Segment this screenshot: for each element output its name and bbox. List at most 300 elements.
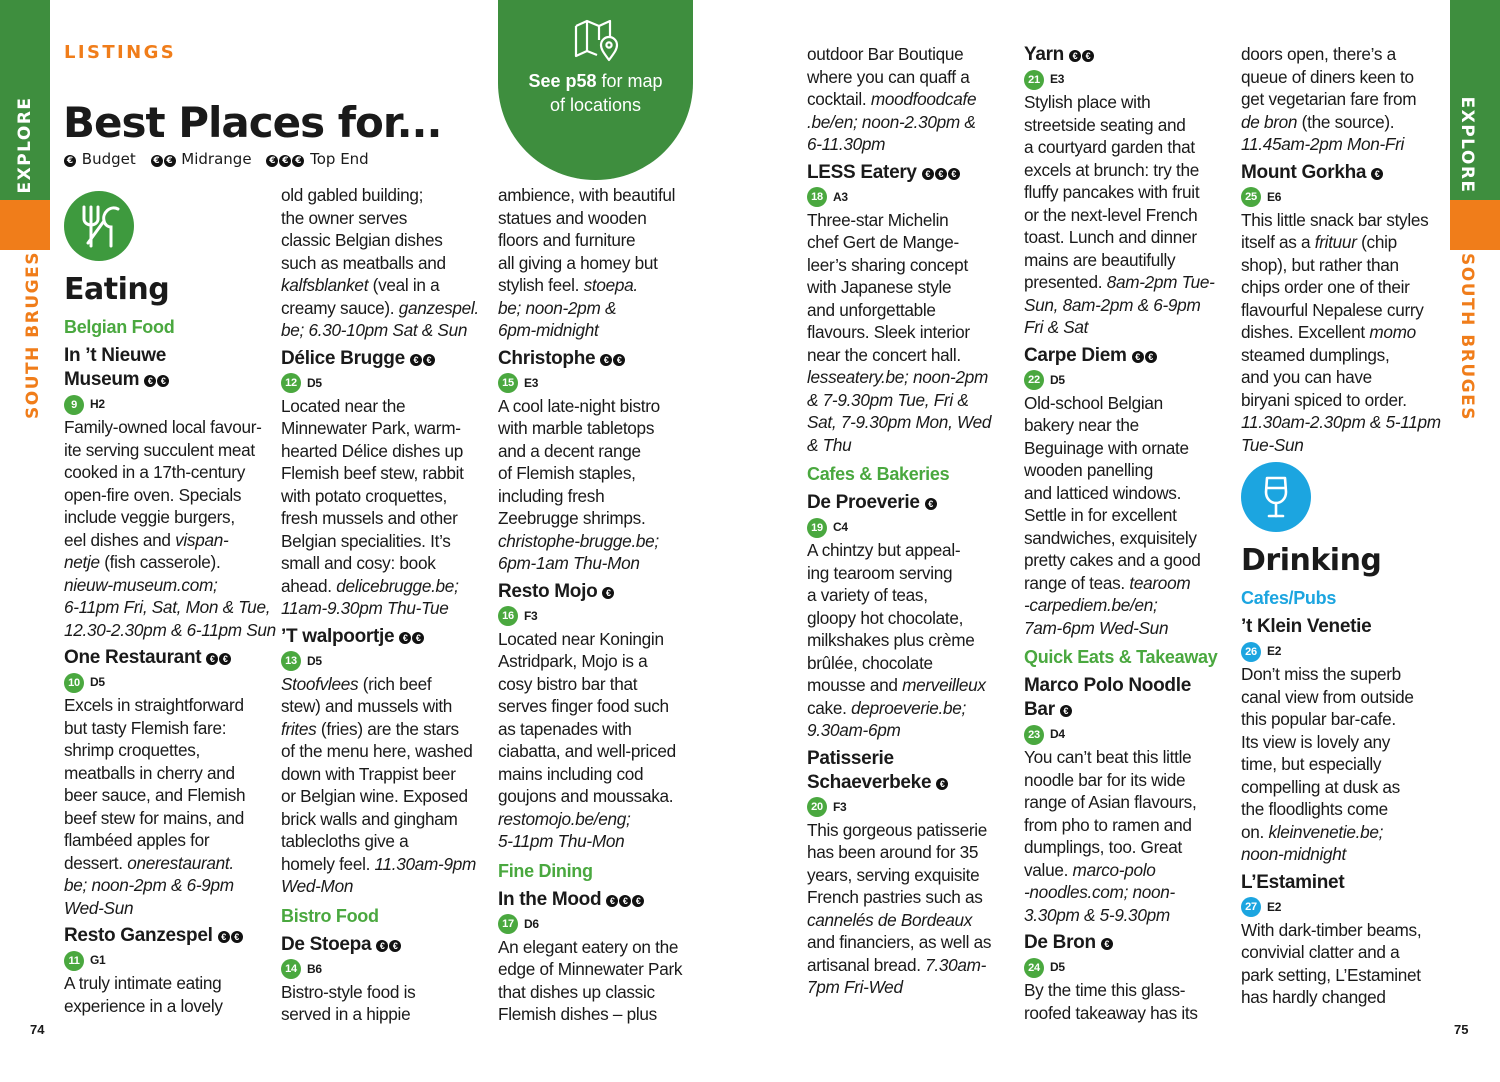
venue-description — [1024, 392, 1238, 640]
description-line: where you can quaff a — [807, 66, 970, 87]
venue-description — [281, 981, 495, 1026]
venue-name: Délice Brugge € € — [281, 347, 495, 371]
description-line: range of Asian flavours, — [1024, 792, 1197, 812]
description-line: 6pm-midnight — [498, 320, 599, 340]
description-line: ahead. delicebrugge.be; — [281, 575, 459, 596]
price-icon: € — [1082, 50, 1094, 62]
price-icon: € — [1371, 168, 1383, 180]
map-reference — [1241, 895, 1455, 919]
venue-name: Yarn € € — [1024, 43, 1238, 67]
description-line: park setting, L’Estaminet — [1241, 964, 1421, 985]
description-line: 11.45am-2pm Mon-Fri — [1241, 134, 1405, 154]
map-reference — [281, 649, 495, 673]
map-number-badge: 20 — [807, 797, 827, 817]
description-line: and you can have — [1241, 367, 1372, 387]
venue-name: Bar € — [1024, 698, 1238, 722]
map-reference — [64, 948, 278, 972]
description-line: Settle in for excellent — [1024, 505, 1177, 525]
description-line: presented. 8am-2pm Tue- — [1024, 272, 1215, 292]
description-line: with marble tabletops — [498, 418, 655, 438]
description-line: Don’t miss the superb — [1241, 664, 1401, 684]
description-line: 6-11pm Fri, Sat, Mon & Tue, — [64, 597, 271, 617]
price-icon: € — [219, 653, 231, 665]
listing-l7 — [498, 347, 712, 575]
description-line: Flemish dishes – plus — [498, 1004, 657, 1024]
price-icon: € — [389, 940, 401, 952]
map-pin-icon — [573, 18, 619, 62]
description-line: bakery near the — [1024, 415, 1139, 435]
description-line: pretty cakes and a good — [1024, 550, 1201, 570]
description-line: chips order one of their — [1241, 277, 1410, 297]
description-line: shrimp croquettes, — [64, 740, 200, 760]
description-line: .be/en; noon-2.30pm & — [807, 111, 976, 132]
price-icon: € — [376, 940, 388, 952]
venue-name: LESS Eatery € € € — [807, 161, 1021, 185]
description-line: be; noon-2pm & 6-9pm — [64, 875, 234, 895]
grid-ref: F3 — [524, 608, 538, 623]
venue-name: De Proeverie € — [807, 491, 1021, 515]
description-line: mains are beautifully — [1024, 249, 1176, 270]
description-line: Wed-Sun — [64, 897, 134, 918]
description-line: Beguinage with ornate — [1024, 437, 1189, 458]
description-line: stew) and mussels with — [281, 696, 453, 716]
venue-description — [807, 43, 1021, 156]
price-icon: € — [1132, 351, 1144, 363]
description-line: A truly intimate eating — [64, 973, 222, 993]
price-icon: € — [922, 168, 934, 180]
venue-description — [498, 395, 712, 575]
description-line: Sun, 8am-2pm & 6-9pm — [1024, 294, 1201, 315]
listing-l12 — [807, 747, 1021, 999]
description-line: a courtyard garden that — [1024, 137, 1195, 157]
listing-l6 — [281, 933, 495, 1026]
description-line: brick walls and gingham — [281, 808, 458, 829]
description-line: Stoofvlees (rich beef — [281, 673, 432, 694]
grid-ref: E3 — [524, 375, 539, 390]
price-icon: € — [925, 498, 937, 510]
description-line: Located near the — [281, 395, 406, 416]
description-line: down with Trappist beer — [281, 763, 456, 784]
venue-description — [281, 184, 495, 342]
description-line: has been around for 35 — [807, 842, 979, 862]
description-line: stylish feel. stoepa. — [498, 275, 638, 295]
column-6 — [1241, 43, 1455, 1009]
description-line: Zeebrugge shrimps. — [498, 508, 646, 528]
description-line: steamed dumplings, — [1241, 344, 1390, 365]
description-line: This gorgeous patisserie — [807, 819, 988, 840]
venue-name: In ’t Nieuwe — [64, 345, 166, 366]
description-line: fresh mussels and other — [281, 508, 458, 528]
map-number-badge: 9 — [64, 395, 84, 415]
column-4 — [807, 43, 1021, 999]
description-line: of Flemish staples, — [498, 463, 636, 483]
venue-description — [498, 184, 712, 342]
description-line: floors and furniture — [498, 230, 636, 250]
listing-l16 — [1024, 931, 1238, 1024]
map-number-badge: 24 — [1024, 958, 1044, 978]
description-line: sandwiches, exquisitely — [1024, 527, 1197, 548]
description-line: christophe-brugge.be; — [498, 530, 659, 551]
description-line: near the concert hall. — [807, 344, 961, 365]
grid-ref: D5 — [307, 375, 322, 390]
grid-ref: C4 — [833, 520, 848, 534]
description-line: eel dishes and vispan- — [64, 529, 229, 550]
explore-tab[interactable] — [0, 0, 50, 200]
column-2 — [281, 184, 495, 1026]
explore-label-right: EXPLORE — [1457, 96, 1477, 194]
grid-ref: E3 — [1050, 72, 1065, 86]
description-line: and financiers, as well as — [807, 932, 992, 952]
description-line: netje (fish casserole). — [64, 552, 221, 572]
map-reference — [1024, 955, 1238, 979]
description-line: de bron (the source). — [1241, 111, 1395, 132]
venue-name: L’Estaminet — [1241, 871, 1345, 893]
listing-l3 — [281, 184, 495, 342]
description-line: on. kleinvenetie.be; — [1241, 821, 1384, 842]
listing-l3 — [64, 924, 278, 1017]
description-line: chef Gert de Mange- — [807, 232, 959, 252]
description-line: tablecloths give a — [281, 831, 409, 851]
venue-description — [1024, 979, 1238, 1024]
venue-name: In the Mood € € € — [498, 888, 712, 912]
listing-l11 — [807, 491, 1021, 742]
description-line: serves finger food such — [498, 696, 669, 716]
wine-glass-icon — [1241, 462, 1311, 532]
description-line: leer’s sharing concept — [807, 254, 968, 275]
description-line: 12.30-2.30pm & 6-11pm Sun — [64, 619, 276, 640]
grid-ref: A3 — [833, 189, 848, 204]
description-line: that dishes up classic — [498, 981, 655, 1002]
description-line: This little snack bar styles — [1241, 209, 1429, 230]
price-icon: € — [157, 375, 169, 387]
description-line: Family-owned local favour- — [64, 417, 262, 437]
description-line: but tasty Flemish fare: — [64, 717, 227, 738]
description-line: served in a hippie — [281, 1004, 411, 1024]
description-line: streetside seating and — [1024, 114, 1186, 135]
drinking-heading: Drinking — [1241, 543, 1382, 578]
price-icon: € — [948, 168, 960, 180]
venue-name: Patisserie — [807, 747, 894, 769]
description-line: doors open, there’s a — [1241, 44, 1396, 64]
description-line: frites (fries) are the stars — [281, 718, 459, 739]
map-reference — [498, 371, 712, 395]
description-line: By the time this glass- — [1024, 980, 1186, 1000]
venue-name: Schaeverbeke € — [807, 771, 1021, 795]
price-icon: € — [206, 653, 218, 665]
listing-l9 — [807, 43, 1021, 156]
venue-description — [1241, 209, 1455, 457]
price-icon: € — [606, 895, 618, 907]
description-line: shop), but rather than — [1241, 254, 1399, 275]
description-line: nieuw-museum.com; — [64, 574, 218, 595]
description-line: years, serving exquisite — [807, 864, 980, 885]
grid-ref: H2 — [90, 397, 105, 411]
description-line: noodle bar for its wide — [1024, 769, 1186, 790]
description-line: all giving a homey but — [498, 252, 658, 273]
map-number-badge: 11 — [64, 951, 84, 971]
listing-l14 — [1024, 344, 1238, 640]
description-line: Excels in straightforward — [64, 695, 244, 715]
description-line: ite serving succulent meat — [64, 439, 255, 460]
venue-name: Christophe € € — [498, 347, 712, 371]
map-number-badge: 15 — [498, 373, 518, 393]
column-1 — [64, 185, 278, 1017]
map-number-badge: 22 — [1024, 370, 1044, 390]
description-line: You can’t beat this little — [1024, 747, 1192, 767]
price-icon: € — [936, 778, 948, 790]
map-reference — [64, 392, 278, 416]
description-line: and unforgettable — [807, 299, 936, 320]
description-line: flambéed apples for — [64, 830, 210, 850]
description-line: the floodlights come — [1241, 799, 1388, 819]
description-line: dessert. onerestaurant. — [64, 852, 234, 873]
listing-l6 — [498, 184, 712, 342]
description-line: or Belgian wine. Exposed — [281, 786, 468, 806]
grid-ref: D5 — [90, 675, 105, 689]
price-icon: € — [1145, 351, 1157, 363]
map-number-badge: 14 — [281, 959, 301, 979]
description-line: convivial clatter and a — [1241, 942, 1400, 962]
description-line: the owner serves — [281, 207, 408, 228]
description-line: cannelés de Bordeaux — [807, 909, 973, 930]
venue-name: De Stoepa € € — [281, 933, 495, 957]
description-line: outdoor Bar Boutique — [807, 44, 964, 64]
description-line: value. marco-polo — [1024, 859, 1156, 880]
map-callout[interactable] — [498, 0, 693, 180]
venue-description — [1241, 43, 1455, 156]
venue-name: Mount Gorkha € — [1241, 161, 1455, 185]
listing-l15 — [1024, 674, 1238, 926]
orange-marker-right — [1450, 200, 1500, 250]
venue-description — [64, 972, 278, 1017]
map-number-badge: 21 — [1024, 70, 1044, 90]
description-line: 3.30pm & 5-9.30pm — [1024, 904, 1170, 925]
grid-ref: F3 — [833, 799, 847, 814]
description-line: Located near Koningin — [498, 628, 664, 649]
price-icon: € — [1060, 705, 1072, 717]
description-line: Flemish beef stew, rabbit — [281, 463, 464, 483]
description-line: dishes. Excellent momo — [1241, 322, 1416, 342]
price-icon: € — [410, 354, 422, 366]
description-line: Its view is lovely any — [1241, 731, 1391, 752]
grid-ref: E2 — [1267, 644, 1282, 658]
grid-ref: D4 — [1050, 727, 1065, 741]
grid-ref: D5 — [307, 653, 322, 668]
explore-label: EXPLORE — [15, 96, 35, 194]
map-reference — [807, 185, 1021, 209]
description-line: 7pm Fri-Wed — [807, 977, 903, 997]
page-title: Best Places for... — [63, 98, 442, 147]
map-reference — [498, 604, 712, 628]
description-line: 6-11.30pm — [807, 134, 886, 154]
map-reference — [1024, 722, 1238, 746]
fork-knife-icon — [64, 191, 134, 261]
map-reference — [807, 515, 1021, 539]
venue-description — [1024, 746, 1238, 926]
listing-l8 — [498, 580, 712, 853]
venue-name: ’t Klein Venetie — [1241, 616, 1372, 637]
page-number-right: 75 — [1454, 1022, 1469, 1037]
map-reference — [1024, 368, 1238, 392]
map-number-badge: 26 — [1241, 642, 1261, 662]
map-number-badge: 12 — [281, 373, 301, 393]
description-line: open-fire oven. Specials — [64, 484, 242, 505]
venue-name: Carpe Diem € € — [1024, 344, 1238, 368]
venue-name: De Bron € — [1024, 931, 1238, 955]
description-line: Astridpark, Mojo is a — [498, 651, 648, 671]
venue-description — [807, 209, 1021, 457]
description-line: queue of diners keen to — [1241, 66, 1414, 87]
venue-description — [1024, 91, 1238, 339]
description-line: A cool late-night bistro — [498, 395, 660, 416]
listing-l19 — [1241, 871, 1455, 1009]
price-icon: € — [231, 931, 243, 943]
description-line: mousse and merveilleux — [807, 675, 986, 695]
description-line: and latticed windows. — [1024, 482, 1182, 503]
grid-ref: E2 — [1267, 899, 1282, 914]
price-icon: € — [600, 354, 612, 366]
price-icon: € — [412, 632, 424, 644]
map-number-badge: 25 — [1241, 187, 1261, 207]
description-line: classic Belgian dishes — [281, 230, 443, 250]
description-line: milkshakes plus crème — [807, 630, 975, 650]
map-callout-text: See p58 for map of locations — [528, 71, 663, 115]
orange-marker — [0, 200, 50, 250]
description-line: & 7-9.30pm Tue, Fri & — [807, 389, 969, 410]
description-line: of the menu here, washed — [281, 741, 473, 761]
price-legend — [64, 150, 379, 168]
grid-ref: D5 — [1050, 960, 1065, 974]
venue-name: Museum € € — [64, 368, 278, 392]
eating-heading: Eating — [64, 272, 170, 307]
venue-description — [498, 628, 712, 853]
description-line: roofed takeaway has its — [1024, 1002, 1198, 1023]
description-line: -carpediem.be/en; — [1024, 595, 1158, 615]
description-line: cooked in a 17th-century — [64, 462, 246, 482]
description-line: cosy bistro bar that — [498, 673, 638, 694]
description-line: beef stew for mains, and — [64, 807, 245, 828]
description-line: restomojo.be/eng; — [498, 808, 631, 829]
description-line: wooden panelling — [1024, 460, 1153, 480]
map-reference — [281, 957, 495, 981]
grid-ref: D5 — [1050, 372, 1065, 387]
venue-description — [64, 416, 278, 641]
description-line: be; 6.30-10pm Sat & Sun — [281, 320, 468, 340]
description-line: Belgian specialities. It’s — [281, 530, 451, 551]
listing-l13 — [1024, 43, 1238, 339]
venue-description — [1241, 663, 1455, 866]
description-line: French pastries such as — [807, 887, 983, 907]
subheading-quick-eats: Quick Eats & Takeaway — [1024, 647, 1218, 667]
venue-name: Resto Ganzespel € € — [64, 924, 278, 948]
description-line: has hardly changed — [1241, 987, 1386, 1007]
map-number-badge: 16 — [498, 606, 518, 626]
description-line: a variety of teas, — [807, 585, 928, 605]
listing-l18 — [1241, 615, 1455, 866]
description-line: canal view from outside — [1241, 686, 1414, 707]
description-line: Stylish place with — [1024, 92, 1151, 112]
venue-description — [281, 395, 495, 620]
map-number-badge: 23 — [1024, 725, 1044, 745]
venue-description — [498, 936, 712, 1026]
description-line: meatballs in cherry and — [64, 762, 235, 783]
page-number-left: 74 — [30, 1022, 45, 1037]
description-line: Fri & Sat — [1024, 317, 1089, 337]
listing-l9 — [498, 888, 712, 1026]
description-line: kalfsblanket (veal in a — [281, 275, 440, 295]
description-line: & Thu — [807, 434, 852, 455]
description-line: ciabatta, and well-priced — [498, 741, 676, 761]
venue-description — [1241, 919, 1455, 1009]
description-line: toast. Lunch and dinner — [1024, 227, 1197, 247]
price-icon: € — [423, 354, 435, 366]
map-reference — [1241, 639, 1455, 663]
map-number-badge: 19 — [807, 518, 827, 538]
listing-l17 — [1241, 161, 1455, 457]
map-number-badge: 17 — [498, 914, 518, 934]
listing-l2 — [64, 646, 278, 919]
description-line: hearted Délice dishes up — [281, 440, 463, 461]
map-number-badge: 13 — [281, 651, 301, 671]
venue-name: ’T walpoortje € € — [281, 625, 495, 649]
description-line: biryani spiced to order. — [1241, 389, 1407, 410]
description-line: fluffy pancakes with fruit — [1024, 182, 1200, 202]
description-line: A chintzy but appeal- — [807, 540, 961, 560]
price-icon: € — [399, 632, 411, 644]
description-line: dumplings, too. Great — [1024, 837, 1183, 857]
description-line: Three-star Michelin — [807, 209, 949, 230]
legend-topend: € € € Top End — [266, 150, 368, 168]
venue-name: Marco Polo Noodle — [1024, 675, 1191, 696]
description-line: Bistro-style food is — [281, 981, 416, 1002]
description-line: 11am-9.30pm Thu-Tue — [281, 598, 449, 618]
explore-tab-right[interactable] — [1450, 0, 1500, 200]
description-line: An elegant eatery on the — [498, 936, 679, 957]
description-line: this popular bar-cafe. — [1241, 709, 1396, 729]
description-line: 6pm-1am Thu-Mon — [498, 553, 640, 573]
map-number-badge: 27 — [1241, 897, 1261, 917]
description-line: and a decent range — [498, 440, 641, 461]
map-reference — [1024, 67, 1238, 91]
grid-ref: E6 — [1267, 189, 1282, 204]
description-line: as tapenades with — [498, 718, 632, 739]
legend-budget: € Budget — [64, 150, 136, 168]
description-line: cocktail. moodfoodcafe — [807, 89, 977, 109]
description-line: Old-school Belgian — [1024, 392, 1163, 413]
description-line: excels at brunch: try the — [1024, 159, 1199, 180]
description-line: edge of Minnewater Park — [498, 959, 683, 979]
description-line: Minnewater Park, warm- — [281, 418, 461, 438]
venue-description — [64, 694, 278, 919]
subheading-fine-dining: Fine Dining — [498, 860, 593, 881]
price-icon: € — [935, 168, 947, 180]
map-number-badge: 10 — [64, 673, 84, 693]
column-5 — [1024, 43, 1238, 1024]
price-icon: € — [218, 931, 230, 943]
map-reference — [498, 912, 712, 936]
subheading-belgian-food: Belgian Food — [64, 317, 175, 337]
grid-ref: G1 — [90, 953, 106, 967]
grid-ref: D6 — [524, 916, 539, 931]
price-icon: € — [613, 354, 625, 366]
subheading-cafes-pubs: Cafes/Pubs — [1241, 588, 1337, 608]
description-line: beer sauce, and Flemish — [64, 785, 246, 805]
description-line: including fresh — [498, 485, 605, 506]
description-line: or the next-level French — [1024, 204, 1198, 225]
description-line: lesseatery.be; noon-2pm — [807, 367, 988, 387]
description-line: mains including cod — [498, 763, 644, 784]
price-icon: € — [602, 587, 614, 599]
